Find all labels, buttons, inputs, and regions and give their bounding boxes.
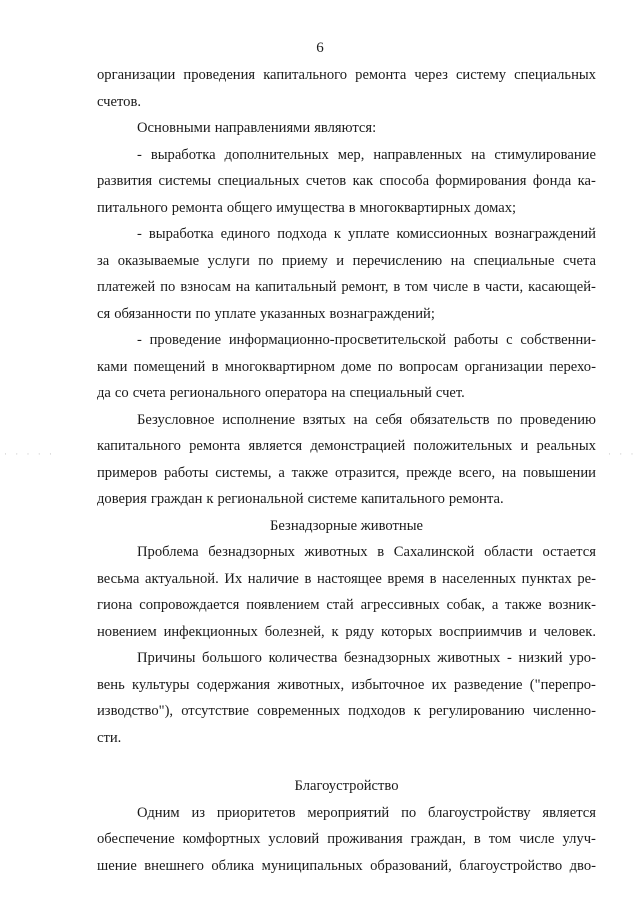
text-word: области — [484, 544, 533, 560]
text-line — [97, 274, 596, 301]
text-word: являются: — [314, 120, 377, 136]
text-word: численно- — [532, 703, 596, 719]
text-line — [97, 221, 596, 248]
text-word: ка- — [577, 173, 596, 189]
text-word: отсутствие — [181, 703, 250, 719]
text-line — [97, 195, 596, 222]
text-line — [97, 62, 596, 89]
text-word: низкий — [518, 650, 563, 666]
text-word: по — [160, 279, 176, 295]
text-word: к — [413, 703, 421, 719]
text-word: подхода — [277, 226, 327, 242]
text-word: доме — [341, 358, 372, 375]
text-word: на — [450, 252, 465, 269]
text-word: - — [137, 332, 142, 348]
text-word: уро- — [569, 650, 596, 666]
text-word: которых — [380, 623, 433, 640]
text-word: проведение — [149, 332, 222, 348]
text-word: их — [431, 676, 447, 693]
text-word: числе — [519, 831, 555, 847]
text-line — [97, 566, 596, 593]
text-word: мер, — [337, 146, 365, 163]
text-word: инфекционных — [163, 623, 258, 640]
text-word: безнадзорных — [343, 650, 431, 666]
text-word: ре- — [577, 570, 596, 587]
text-word: и — [520, 438, 529, 454]
text-word: капитальный — [255, 279, 337, 295]
text-word: на — [331, 385, 346, 401]
text-word: перехо- — [549, 358, 596, 375]
text-word: систему — [455, 67, 507, 83]
text-word: пунктах — [521, 570, 572, 587]
text-word: ремонт, — [341, 279, 389, 295]
text-word: Основными — [137, 120, 211, 136]
text-word: обеспечение — [97, 831, 175, 847]
text-line — [97, 672, 596, 699]
scan-margin-marks-left: · · · · · — [4, 449, 55, 459]
text-word: всего, — [458, 464, 496, 481]
text-word: внешнего — [144, 857, 204, 874]
text-word: единого — [220, 226, 271, 242]
text-word: является — [542, 804, 596, 821]
text-word: системе — [307, 491, 357, 507]
text-word: человек. — [543, 623, 596, 640]
text-word: в — [473, 279, 481, 295]
text-word: демонстрацией — [310, 438, 406, 454]
text-word: доверия — [97, 491, 147, 507]
text-word: на — [471, 146, 486, 163]
text-word: счет. — [435, 385, 465, 401]
document-body — [97, 62, 596, 879]
text-line — [97, 115, 596, 142]
text-word: проведения — [183, 67, 256, 83]
text-word: оператора — [264, 385, 328, 401]
text-word: также — [505, 597, 542, 613]
text-word: - — [137, 146, 142, 163]
scan-margin-marks-right: · · · — [608, 449, 637, 459]
text-word: мероприятий — [307, 804, 390, 821]
text-word: в — [304, 570, 312, 587]
text-word: региональной — [217, 491, 304, 507]
text-word: выработка — [150, 146, 216, 163]
text-word: гиона — [97, 597, 133, 613]
text-word: информационно-просветительской — [228, 332, 447, 348]
text-word: многоквартирном — [224, 358, 335, 375]
text-word: избыточное — [351, 676, 425, 693]
text-word: капитального — [360, 491, 445, 507]
text-word: числе — [432, 279, 469, 295]
text-word: образований, — [370, 857, 452, 874]
text-line — [97, 89, 596, 116]
text-word: по — [401, 804, 417, 821]
text-word: восприимчив — [439, 623, 523, 640]
text-word: взятых — [302, 411, 346, 428]
text-word: Их — [224, 570, 243, 587]
text-word: да — [97, 385, 111, 401]
text-word: прежде — [406, 464, 452, 481]
text-word: общего — [226, 199, 273, 216]
text-word: вопросам — [399, 358, 459, 375]
text-word: имущества — [276, 199, 345, 216]
text-line — [97, 433, 596, 460]
text-word: наличие — [247, 570, 299, 587]
text-word: ся — [97, 305, 111, 322]
text-line — [97, 486, 596, 513]
text-word: подходов — [348, 703, 406, 719]
text-word: части, — [485, 279, 524, 295]
text-word: комфортных — [182, 831, 261, 847]
text-word: улуч- — [562, 831, 596, 847]
text-word: том — [488, 831, 512, 847]
text-word: комиссионных — [396, 226, 488, 242]
text-word: в — [211, 358, 219, 375]
text-line — [97, 619, 596, 646]
text-word: условий — [268, 831, 320, 847]
text-word: граждан, — [410, 831, 466, 847]
text-word: уплате — [214, 305, 256, 322]
text-word: в — [377, 544, 385, 560]
text-word: счетов. — [97, 93, 142, 110]
text-word: граждан — [150, 491, 203, 507]
text-word: дополнительных — [224, 146, 329, 163]
text-word: благоустройству — [428, 804, 531, 821]
text-word: с — [506, 332, 513, 348]
text-word: стимулирование — [494, 146, 596, 163]
text-word: капитального — [263, 67, 348, 83]
text-line — [97, 645, 596, 672]
text-word: благоустройство — [459, 857, 563, 874]
text-word: болезней, — [264, 623, 325, 640]
text-word: является — [248, 438, 303, 454]
text-word: также — [291, 464, 329, 481]
text-word: обязательств — [409, 411, 490, 428]
text-word: касающей- — [528, 279, 596, 295]
text-word: ремонта — [189, 438, 241, 454]
text-word: капитального — [97, 438, 181, 454]
text-word: Одним — [137, 804, 180, 821]
text-word: вень — [97, 676, 125, 693]
text-word: указанных — [259, 305, 326, 322]
text-word: культуры — [131, 676, 190, 693]
text-line — [97, 354, 596, 381]
text-line — [97, 248, 596, 275]
text-line — [97, 826, 596, 853]
text-word: направленных — [373, 146, 463, 163]
text-word: регулированию — [428, 703, 525, 719]
text-word: сопровождается — [139, 597, 240, 613]
text-word: ремонта. — [448, 491, 504, 507]
text-word: отразится, — [334, 464, 400, 481]
text-line — [97, 142, 596, 169]
text-line — [97, 407, 596, 434]
text-word: из — [191, 804, 206, 821]
text-word: на — [235, 279, 251, 295]
text-line — [97, 301, 596, 328]
text-line — [97, 460, 596, 487]
text-line — [97, 168, 596, 195]
text-word: к — [333, 226, 342, 242]
text-word: стай — [326, 597, 354, 613]
text-word: населенных — [442, 570, 517, 587]
text-word: помещений — [133, 358, 206, 375]
text-line — [97, 800, 596, 827]
text-word: Безусловное — [137, 411, 215, 428]
text-word: реальных — [536, 438, 596, 454]
text-word: обязанности — [114, 305, 192, 322]
text-word: проживания — [327, 831, 403, 847]
text-word: большого — [202, 650, 262, 666]
text-word: по — [195, 305, 211, 322]
text-word: том — [405, 279, 428, 295]
text-word: специальных — [217, 173, 300, 189]
text-word: домах; — [474, 199, 517, 216]
text-word: по — [258, 252, 274, 269]
section-heading: Безнадзорные животные — [270, 517, 423, 534]
text-word: а — [491, 597, 499, 613]
text-line — [97, 327, 596, 354]
text-word: ками — [97, 358, 128, 375]
text-word: - — [137, 226, 142, 242]
text-word: ("перепро- — [529, 676, 596, 693]
text-word: настоящее — [316, 570, 382, 587]
text-word: агрессивных — [360, 597, 440, 613]
text-word: со — [114, 385, 129, 401]
text-word: взносам — [180, 279, 231, 295]
text-word: проведению — [519, 411, 596, 428]
text-word: количества — [268, 650, 338, 666]
text-word: актуальной. — [144, 570, 219, 587]
text-word: ремонта — [355, 67, 407, 83]
text-word: муниципальных — [261, 857, 363, 874]
text-word: развития — [97, 173, 153, 189]
text-word: Причины — [137, 650, 196, 666]
text-word: как — [352, 173, 374, 189]
text-word: и — [336, 252, 345, 269]
section-heading: Благоустройство — [294, 778, 399, 794]
text-word: системы, — [215, 464, 272, 481]
text-word: работы — [453, 332, 499, 348]
text-word: дво- — [569, 857, 596, 874]
text-word: фонда — [532, 173, 572, 189]
text-word: весьма — [97, 570, 140, 587]
text-word: по — [497, 411, 513, 428]
text-word: специальный — [349, 385, 432, 401]
text-word: новением — [97, 623, 157, 640]
text-word: работы — [163, 464, 209, 481]
text-word: разведение — [453, 676, 523, 693]
text-line — [97, 380, 596, 407]
text-word: сти. — [97, 729, 122, 746]
text-word: остается — [542, 544, 596, 560]
text-word: к — [206, 491, 214, 507]
text-word: появлением — [246, 597, 320, 613]
text-line — [97, 698, 596, 725]
text-word: безнадзорных — [208, 544, 295, 560]
text-word: примеров — [97, 464, 158, 481]
text-word: а — [278, 464, 285, 481]
text-word: - — [506, 650, 512, 666]
text-word: ряду — [345, 623, 375, 640]
text-word: оказываемые — [117, 252, 200, 269]
text-word: приему — [281, 252, 328, 269]
text-word: возник- — [548, 597, 596, 613]
text-word: исполнение — [222, 411, 296, 428]
text-word: повышении — [523, 464, 596, 481]
text-word: вознаграждений — [494, 226, 596, 242]
text-line — [97, 853, 596, 880]
text-word: счетов — [305, 173, 347, 189]
text-word: содержания — [196, 676, 271, 693]
text-word: животных — [437, 650, 501, 666]
text-word: в — [473, 831, 481, 847]
text-word: счета — [562, 252, 596, 269]
text-line — [97, 539, 596, 566]
text-word: ремонта — [171, 199, 223, 216]
text-word: питального — [97, 199, 168, 216]
text-word: себя — [375, 411, 403, 428]
text-word: время — [387, 570, 425, 587]
text-word: многоквартирных — [359, 199, 471, 216]
text-word: платежей — [97, 279, 156, 295]
text-word: современных — [257, 703, 341, 719]
text-word: формирования — [435, 173, 527, 189]
text-word: по — [377, 358, 393, 375]
text-word: системы — [158, 173, 212, 189]
text-word: приоритетов — [216, 804, 296, 821]
text-word: уплате — [348, 226, 390, 242]
text-word: Проблема — [137, 544, 199, 560]
text-word: специальные — [473, 252, 555, 269]
text-word: специальных — [514, 67, 596, 83]
text-word: Сахалинской — [393, 544, 475, 560]
text-word: животных, — [277, 676, 345, 693]
text-word: собственни- — [520, 332, 596, 348]
text-word: счета — [132, 385, 166, 401]
text-word: перечислению — [352, 252, 443, 269]
text-word: регионального — [169, 385, 261, 401]
text-word: собак, — [446, 597, 485, 613]
text-word: выработка — [148, 226, 214, 242]
text-word: в — [429, 570, 437, 587]
page-number: 6 — [316, 40, 324, 56]
text-word: через — [414, 67, 448, 83]
text-word: в — [348, 199, 356, 216]
text-word: на — [501, 464, 517, 481]
text-word: за — [97, 252, 110, 269]
text-word: к — [331, 623, 339, 640]
text-line — [97, 725, 596, 752]
text-line — [97, 592, 596, 619]
text-word: вознаграждений; — [329, 305, 435, 322]
text-word: способа — [379, 173, 430, 189]
text-word: животных — [304, 544, 368, 560]
text-word: изводство"), — [97, 703, 174, 719]
text-word: на — [353, 411, 368, 428]
text-word: и — [528, 623, 537, 640]
text-word: облика — [211, 857, 255, 874]
text-word: направлениями — [214, 120, 311, 136]
text-word: положительных — [413, 438, 513, 454]
text-word: организации — [464, 358, 543, 375]
text-word: организации — [97, 67, 176, 83]
text-word: шение — [97, 857, 137, 874]
text-word: услуги — [207, 252, 250, 269]
text-word: в — [393, 279, 401, 295]
